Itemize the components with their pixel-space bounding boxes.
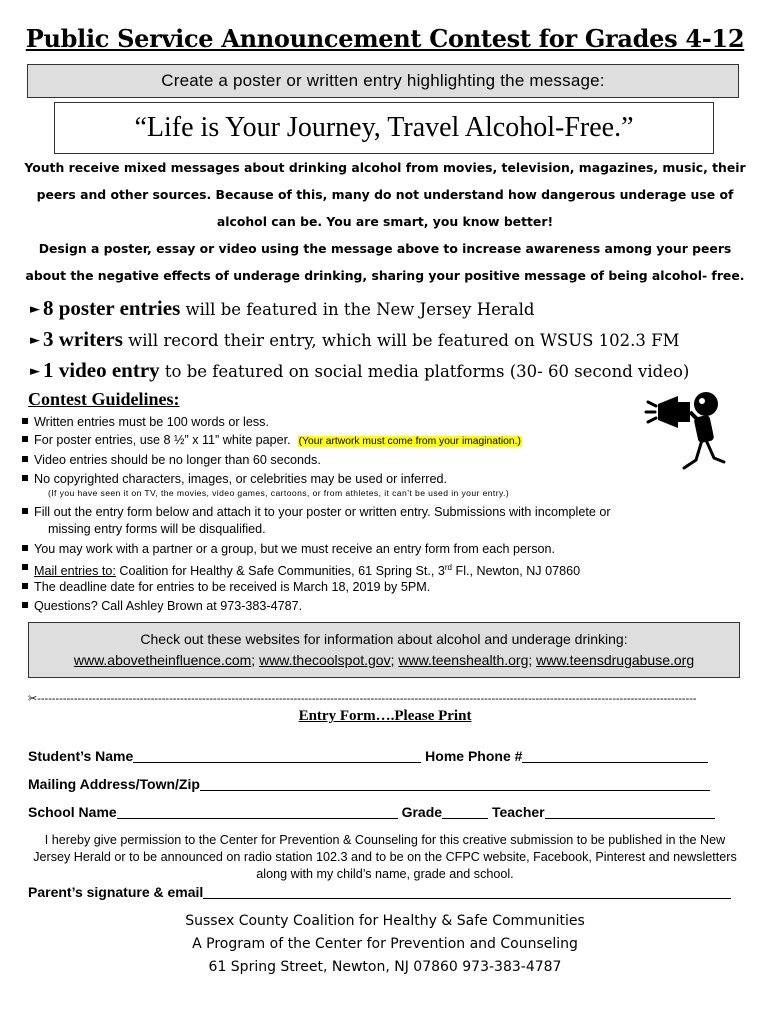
parent-signature-field[interactable] [203, 884, 731, 899]
guideline-video-length: Video entries should be no longer than 60 seconds. [34, 453, 321, 467]
feature-poster [30, 296, 534, 321]
home-phone-field[interactable] [522, 748, 708, 763]
home-phone-label: Home Phone # [425, 748, 523, 764]
intro-line-5: about the negative effects of underage drinking, sharing your positive message of being alcohol- free. [25, 268, 745, 283]
intro-line-1: Youth receive mixed messages about drinking alcohol from movies, television, magazines, music, their [24, 160, 746, 175]
feature-writers-text: will record their entry, which will be featured on WSUS 102.3 FM [122, 331, 680, 350]
entry-form-title: Entry Form….Please Print [298, 708, 472, 724]
parent-signature-row [28, 884, 731, 900]
guideline-word-limit: Written entries must be 100 words or less. [34, 415, 269, 429]
footer-address: 61 Spring Street, Newton, NJ 07860 973-383-4787 [208, 959, 562, 975]
permission-statement: I hereby give permission to the Center for Prevention & Counseling for this creative submission to be published in the New Jersey Herald or to be announced on radio station 102.3 and to be on the CFPC website, Facebook, Pinterest and newsletters along with my child’s name, grade and school. [33, 833, 737, 881]
copyright-note: (If you have seen it on TV, the movies, video games, cartoons, or from athletes, it can’t be used in your entry.) [48, 488, 510, 498]
websites-intro: Check out these websites for information about alcohol and underage drinking: [140, 631, 628, 647]
mail-address: Coalition for Healthy & Safe Communities, 61 Spring St., 3 [115, 564, 445, 579]
teacher-label: Teacher [491, 804, 545, 820]
guideline-poster-paper [34, 432, 522, 450]
guideline-group: You may work with a partner or a group, but we must receive an entry form from each person. [34, 542, 556, 556]
feature-writers-bold: 3 writers [43, 327, 123, 351]
footer-program: A Program of the Center for Prevention and Counseling [192, 936, 578, 952]
mailing-address-field[interactable] [200, 776, 710, 791]
scissors-cut-line: ✂------------------------------------------------------------------------------------------------------------------------------------------------------------------------------------ [28, 693, 697, 705]
link-thecoolspot[interactable]: www.thecoolspot.gov [259, 652, 391, 668]
guideline-copyright: No copyrighted characters, images, or celebrities may be used or inferred. [34, 472, 447, 486]
guideline-entry-form: Fill out the entry form below and attach it to your poster or written entry. Submissions with incomplete or [34, 505, 611, 519]
guideline-deadline: The deadline date for entries to be received is March 18, 2019 by 5PM. [34, 580, 431, 594]
megaphone-person-icon [644, 388, 736, 480]
mail-ordinal: rd [444, 563, 453, 572]
student-name-field[interactable] [133, 748, 421, 763]
websites-links: www.abovetheinfluence.com; www.thecoolspot.gov; www.teenshealth.org; www.teensdrugabuse.org [73, 652, 695, 668]
guideline-mail [34, 560, 580, 579]
contest-message: “Life is Your Journey, Travel Alcohol-Free.” [54, 102, 714, 154]
student-name-row [28, 748, 708, 764]
grade-field[interactable] [442, 804, 488, 819]
school-name-field[interactable] [117, 804, 398, 819]
parent-signature-label: Parent’s signature & email [28, 884, 204, 900]
guideline-poster-paper-text: For poster entries, use 8 ½” x 11” white paper. [34, 433, 291, 447]
mailing-address-row [28, 776, 710, 792]
arrow-right-icon: ► [30, 333, 40, 348]
link-teensdrugabuse[interactable]: www.teensdrugabuse.org [536, 652, 695, 668]
intro-line-3: alcohol can be. You are smart, you know better! [216, 214, 554, 229]
intro-line-2: peers and other sources. Because of this, many do not understand how dangerous underage use of [36, 187, 734, 202]
student-name-label: Student’s Name [28, 748, 134, 764]
footer [0, 910, 770, 979]
guidelines-heading: Contest Guidelines: [28, 389, 180, 409]
subtitle-box: Create a poster or written entry highlighting the message: [27, 64, 739, 98]
feature-poster-bold: 8 poster entries [43, 296, 181, 320]
school-name-label: School Name [28, 804, 117, 820]
feature-poster-text: will be featured in the New Jersey Herald [180, 300, 535, 319]
feature-video [30, 358, 689, 383]
guideline-questions: Questions? Call Ashley Brown at 973-383-4787. [34, 599, 303, 613]
websites-box [28, 622, 740, 678]
footer-org: Sussex County Coalition for Healthy & Safe Communities [185, 913, 585, 929]
grade-label: Grade [401, 804, 443, 820]
mailing-address-label: Mailing Address/Town/Zip [28, 776, 200, 792]
imagination-note: (Your artwork must come from your imagination.) [298, 436, 521, 447]
teacher-field[interactable] [545, 804, 715, 819]
page-title: Public Service Announcement Contest for Grades 4-12 [25, 24, 745, 53]
link-teenshealth[interactable]: www.teenshealth.org [398, 652, 529, 668]
school-row [28, 804, 715, 820]
mail-label: Mail entries to: [34, 564, 116, 579]
feature-video-text: to be featured on social media platforms (30- 60 second video) [159, 362, 690, 381]
intro-line-4: Design a poster, essay or video using the message above to increase awareness among your peers [38, 241, 732, 256]
link-abovetheinfluence[interactable]: www.abovetheinfluence.com [73, 652, 252, 668]
feature-video-bold: 1 video entry [43, 358, 160, 382]
mail-address-end: Fl., Newton, NJ 07860 [452, 564, 581, 579]
arrow-right-icon: ► [30, 364, 40, 379]
feature-writers [30, 327, 680, 352]
guideline-entry-form-cont: missing entry forms will be disqualified. [48, 522, 266, 536]
arrow-right-icon: ► [30, 302, 40, 317]
